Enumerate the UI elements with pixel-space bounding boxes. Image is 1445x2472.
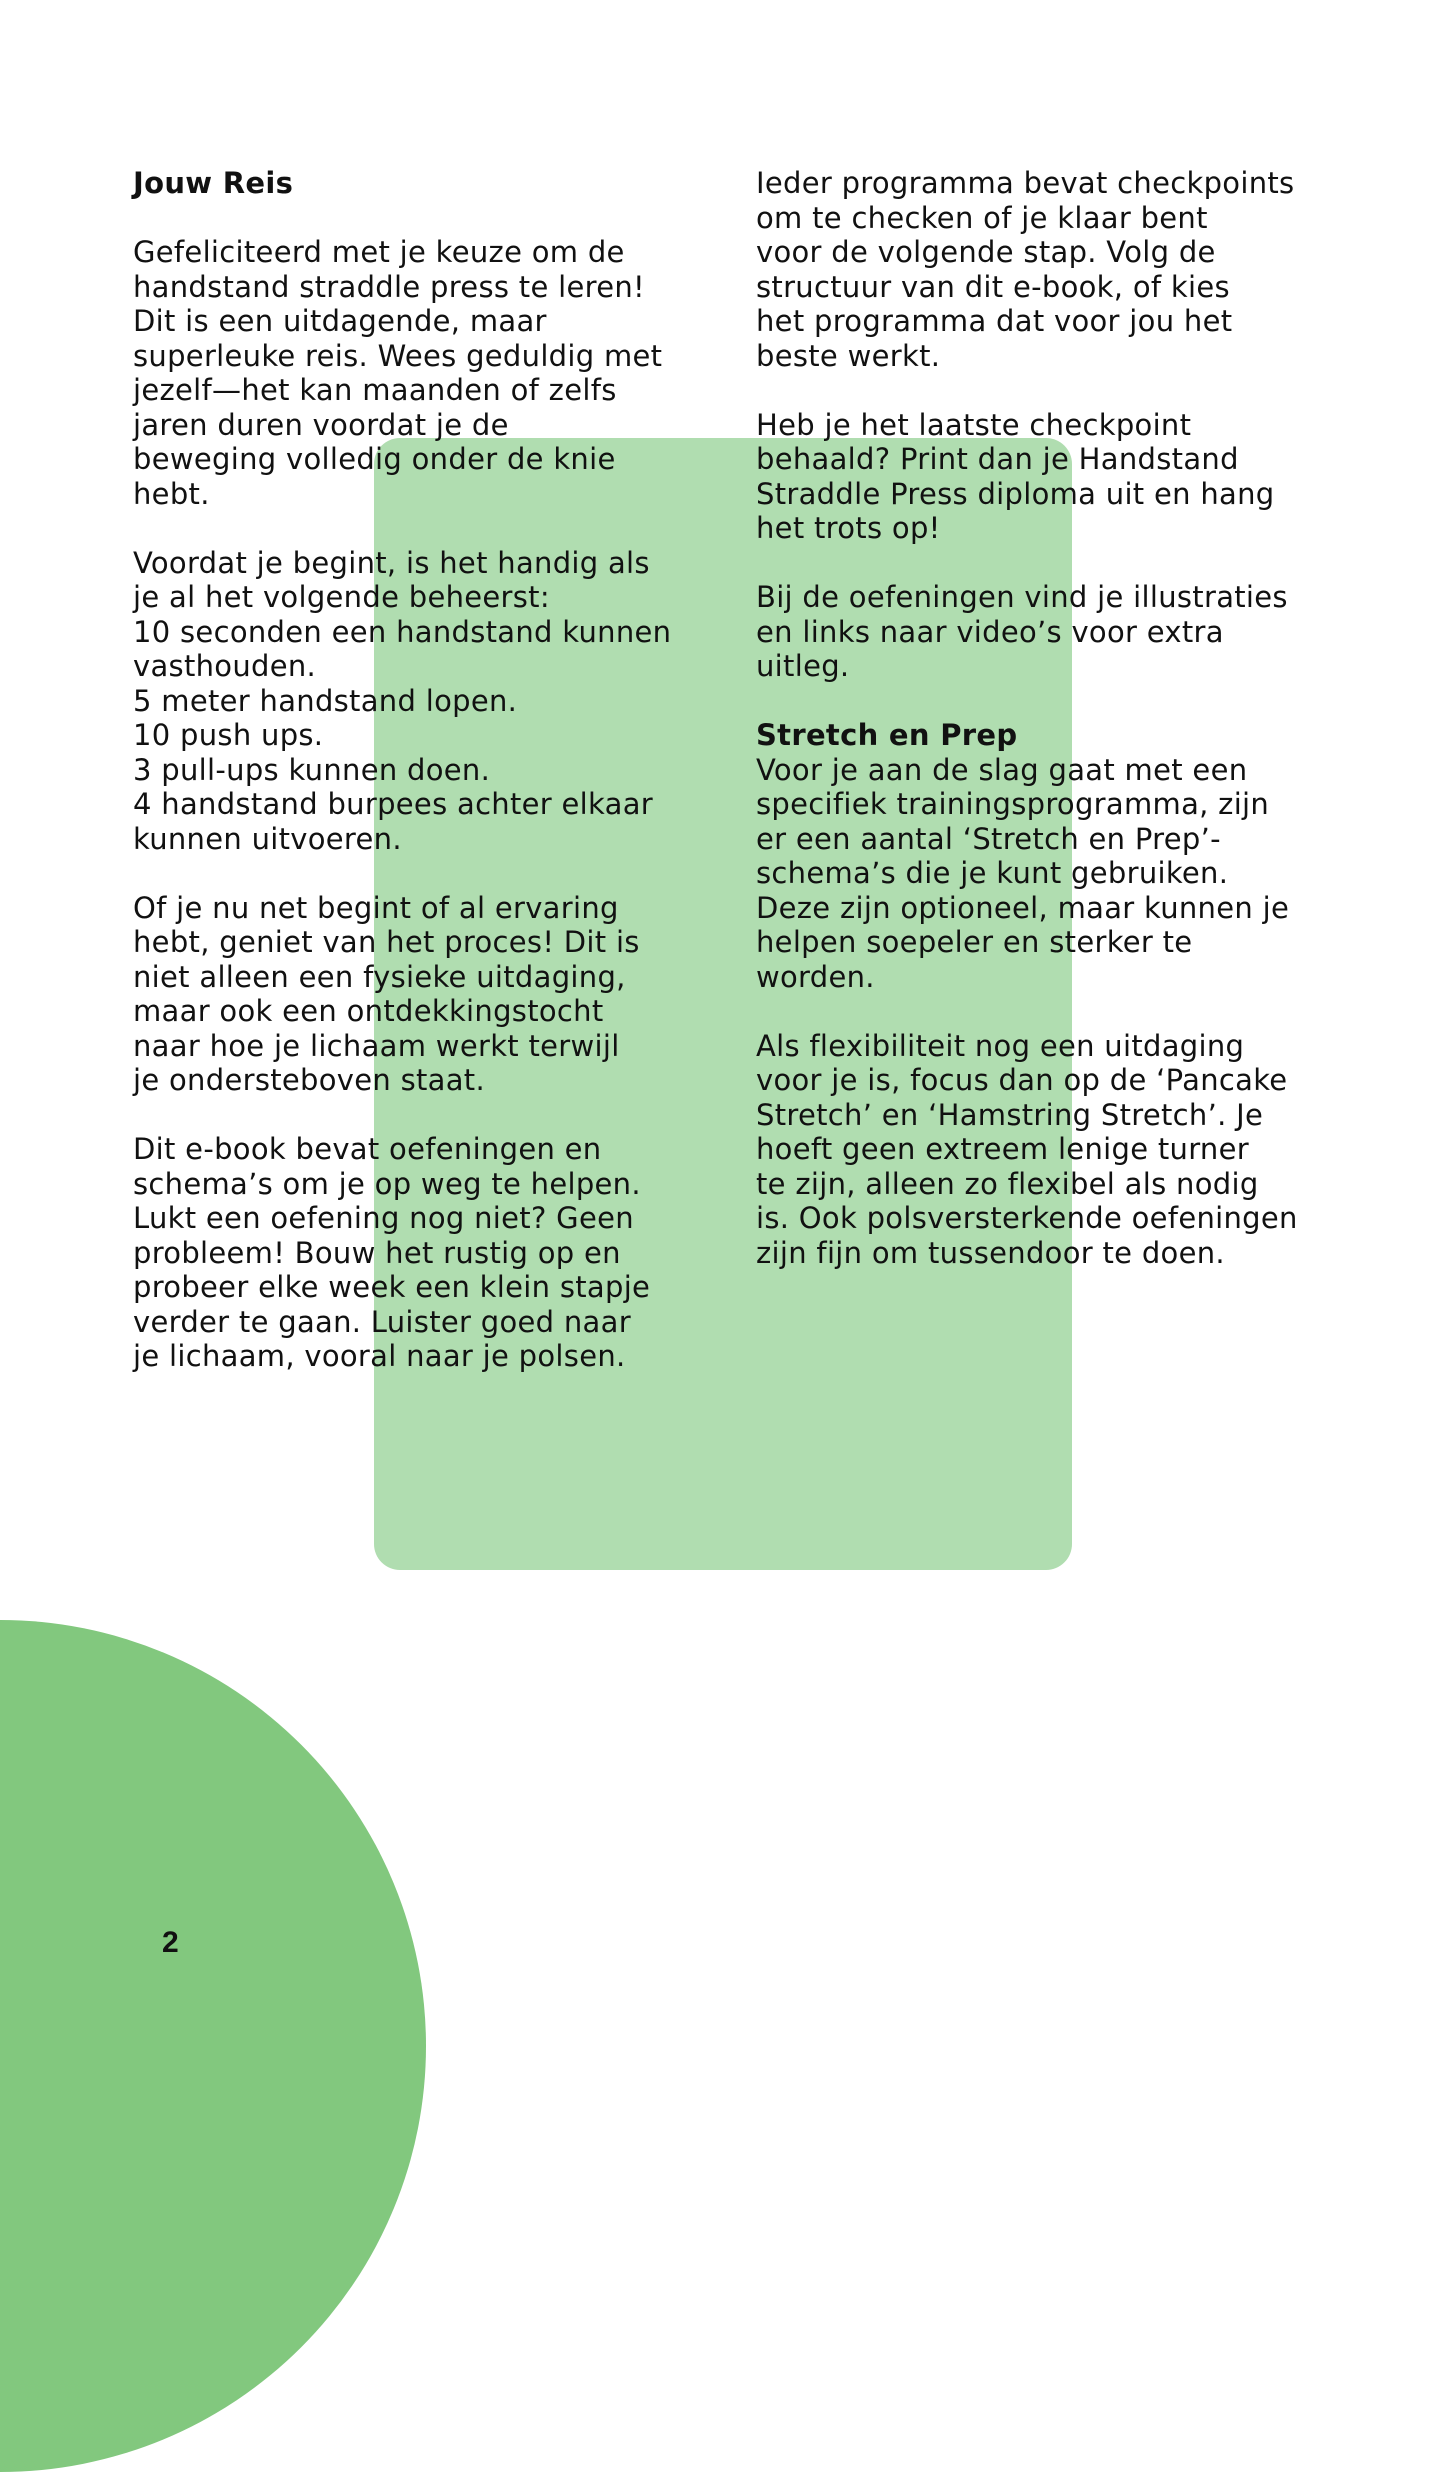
text-line: Voordat je begint, is het handig als xyxy=(133,545,650,580)
section-heading-jouw-reis: Jouw Reis xyxy=(133,166,294,200)
text-line: helpen soepeler en sterker te xyxy=(756,925,1193,959)
text-line: je al het volgende beheerst: xyxy=(133,580,550,614)
text-line: vasthouden. xyxy=(133,649,317,683)
text-line: is. Ook polsversterkende oefeningen xyxy=(756,1201,1298,1235)
text-line: je lichaam, vooral naar je polsen. xyxy=(133,1339,626,1373)
text-line: Straddle Press diploma uit en hang xyxy=(756,476,1275,511)
paragraph-stretch xyxy=(756,753,1336,995)
text-line: kunnen uitvoeren. xyxy=(133,821,402,856)
text-line: verder te gaan. Luister goed naar xyxy=(133,1304,631,1339)
left-column xyxy=(133,166,713,1374)
text-line: hebt. xyxy=(133,476,210,511)
corner-decoration xyxy=(0,1620,426,2472)
text-line: hebt, geniet van het proces! Dit is xyxy=(133,925,640,959)
text-line: zijn fijn om tussendoor te doen. xyxy=(756,1235,1225,1270)
text-line: 4 handstand burpees achter elkaar xyxy=(133,787,653,821)
text-line: en links naar video’s voor extra xyxy=(756,614,1224,649)
paragraph-diploma xyxy=(756,408,1336,546)
text-line: te zijn, alleen zo flexibel als nodig xyxy=(756,1166,1259,1201)
text-line: Ieder programma bevat checkpoints xyxy=(756,166,1295,200)
text-line: Dit e-book bevat oefeningen en xyxy=(133,1132,602,1166)
text-line: jaren duren voordat je de xyxy=(133,407,509,442)
text-line: schema’s die je kunt gebruiken. xyxy=(756,856,1229,890)
text-line: superleuke reis. Wees geduldig met xyxy=(133,338,663,373)
text-line: beweging volledig onder de knie xyxy=(133,442,616,476)
text-line: 10 push ups. xyxy=(133,718,324,752)
text-line: hoeft geen extreem lenige turner xyxy=(756,1132,1249,1166)
text-line: beste werkt. xyxy=(756,338,941,373)
text-line: 10 seconden een handstand kunnen xyxy=(133,614,672,649)
section-heading-stretch-en-prep: Stretch en Prep xyxy=(756,718,1018,752)
paragraph-illustrations xyxy=(756,580,1336,684)
text-line: het programma dat voor jou het xyxy=(756,304,1233,338)
text-line: jezelf—het kan maanden of zelfs xyxy=(133,373,617,407)
paragraph-ebook xyxy=(133,1132,713,1374)
text-line: Bij de oefeningen vind je illustraties xyxy=(756,580,1288,614)
text-line: 3 pull-ups kunnen doen. xyxy=(133,752,491,787)
paragraph-enjoy xyxy=(133,891,713,1098)
text-line: voor je is, focus dan op de ‘Pancake xyxy=(756,1063,1288,1097)
paragraph-intro xyxy=(133,235,713,511)
text-line: naar hoe je lichaam werkt terwijl xyxy=(133,1028,620,1063)
text-line: specifiek trainingsprogramma, zijn xyxy=(756,787,1270,821)
text-line: 5 meter handstand lopen. xyxy=(133,683,518,718)
text-line: Gefeliciteerd met je keuze om de xyxy=(133,235,625,269)
paragraph-prerequisites xyxy=(133,546,713,857)
text-line: niet alleen een fysieke uitdaging, xyxy=(133,959,626,994)
text-line: het trots op! xyxy=(756,511,941,545)
text-line: Deze zijn optioneel, maar kunnen je xyxy=(756,890,1290,925)
text-line: voor de volgende stap. Volg de xyxy=(756,235,1216,269)
text-line: uitleg. xyxy=(756,649,850,683)
text-line: probeer elke week een klein stapje xyxy=(133,1270,651,1304)
text-line: worden. xyxy=(756,959,875,994)
text-line: Voor je aan de slag gaat met een xyxy=(756,752,1248,787)
text-line: Dit is een uitdagende, maar xyxy=(133,304,547,338)
text-line: Heb je het laatste checkpoint xyxy=(756,407,1192,442)
text-line: er een aantal ‘Stretch en Prep’- xyxy=(756,821,1221,856)
text-line: handstand straddle press te leren! xyxy=(133,269,645,304)
text-line: maar ook een ontdekkingstocht xyxy=(133,994,604,1028)
text-line: Stretch’ en ‘Hamstring Stretch’. Je xyxy=(756,1097,1264,1132)
text-line: Lukt een oefening nog niet? Geen xyxy=(133,1201,634,1235)
text-line: schema’s om je op weg te helpen. xyxy=(133,1166,641,1201)
text-line: je ondersteboven staat. xyxy=(133,1063,485,1097)
text-line: behaald? Print dan je Handstand xyxy=(756,442,1239,476)
text-line: structuur van dit e-book, of kies xyxy=(756,269,1230,304)
text-line: om te checken of je klaar bent xyxy=(756,200,1208,235)
page-number: 2 xyxy=(162,1926,179,1959)
paragraph-flexibility xyxy=(756,1029,1336,1271)
text-line: probleem! Bouw het rustig op en xyxy=(133,1235,621,1270)
paragraph-checkpoints xyxy=(756,166,1336,373)
right-column xyxy=(756,166,1336,1270)
text-line: Of je nu net begint of al ervaring xyxy=(133,890,619,925)
text-line: Als flexibiliteit nog een uitdaging xyxy=(756,1028,1245,1063)
